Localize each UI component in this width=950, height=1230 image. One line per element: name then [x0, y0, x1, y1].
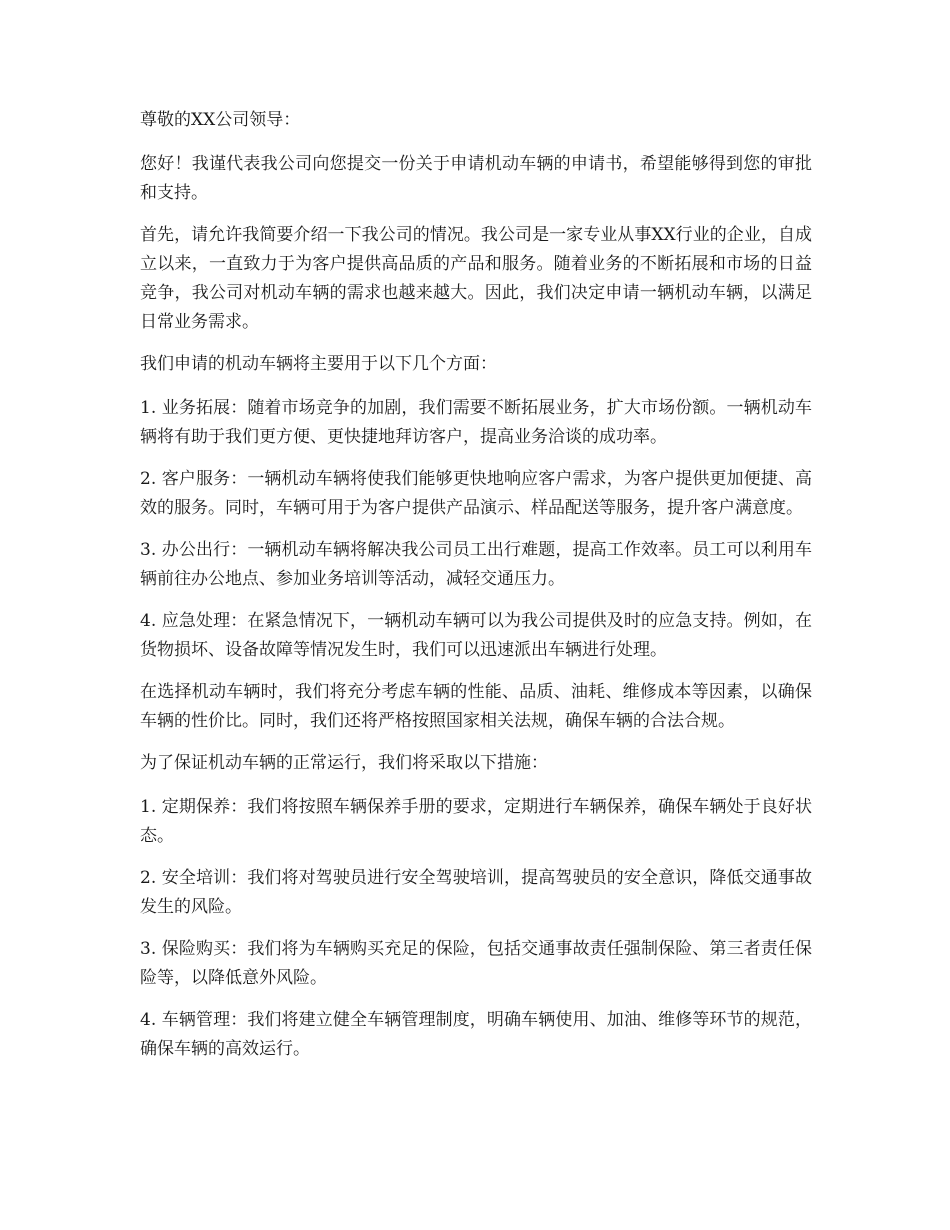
uses-heading: 我们申请的机动车辆将主要用于以下几个方面： [140, 354, 497, 374]
company-intro-paragraph: 首先，请允许我简要介绍一下我公司的情况。我公司是一家专业从事XX行业的企业，自成立以来，一直致力于为客户提供高品质的产品和服务。随着业务的不断拓展和市场的日益竞争，我公司对机动车辆的需求也越来越大。因此，我们决定申请一辆机动车辆，以满足日常业务需求。 [140, 225, 812, 332]
use-item-2: 2. 客户服务：一辆机动车辆将使我们能够更快地响应客户需求，为客户提供更加便捷、高效的服务。同时，车辆可用于为客户提供产品演示、样品配送等服务，提升客户满意度。 [140, 469, 812, 518]
measure-item-2: 2. 安全培训：我们将对驾驶员进行安全驾驶培训，提高驾驶员的安全意识，降低交通事故发生的风险。 [140, 868, 812, 917]
use-item-1: 1. 业务拓展：随着市场竞争的加剧，我们需要不断拓展业务，扩大市场份额。一辆机动车辆将有助于我们更方便、更快捷地拜访客户，提高业务洽谈的成功率。 [140, 398, 812, 447]
measure-item-4: 4. 车辆管理：我们将建立健全车辆管理制度，明确车辆使用、加油、维修等环节的规范，确保车辆的高效运行。 [140, 1010, 812, 1059]
use-item-4: 4. 应急处理：在紧急情况下，一辆机动车辆可以为我公司提供及时的应急支持。例如，在货物损坏、设备故障等情况发生时，我们可以迅速派出车辆进行处理。 [140, 611, 812, 660]
measures-heading: 为了保证机动车辆的正常运行，我们将采取以下措施： [140, 753, 548, 773]
measure-item-1: 1. 定期保养：我们将按照车辆保养手册的要求，定期进行车辆保养，确保车辆处于良好状态。 [140, 797, 812, 846]
measure-item-3: 3. 保险购买：我们将为车辆购买充足的保险，包括交通事故责任强制保险、第三者责任保险等，以降低意外风险。 [140, 939, 812, 988]
greeting-paragraph: 您好！我谨代表我公司向您提交一份关于申请机动车辆的申请书，希望能够得到您的审批和支持。 [140, 154, 812, 203]
use-item-3: 3. 办公出行：一辆机动车辆将解决我公司员工出行难题，提高工作效率。员工可以利用车辆前往办公地点、参加业务培训等活动，减轻交通压力。 [140, 540, 812, 589]
salutation: 尊敬的XX公司领导： [140, 110, 301, 130]
selection-paragraph: 在选择机动车辆时，我们将充分考虑车辆的性能、品质、油耗、维修成本等因素，以确保车辆的性价比。同时，我们还将严格按照国家相关法规，确保车辆的合法合规。 [140, 682, 812, 731]
